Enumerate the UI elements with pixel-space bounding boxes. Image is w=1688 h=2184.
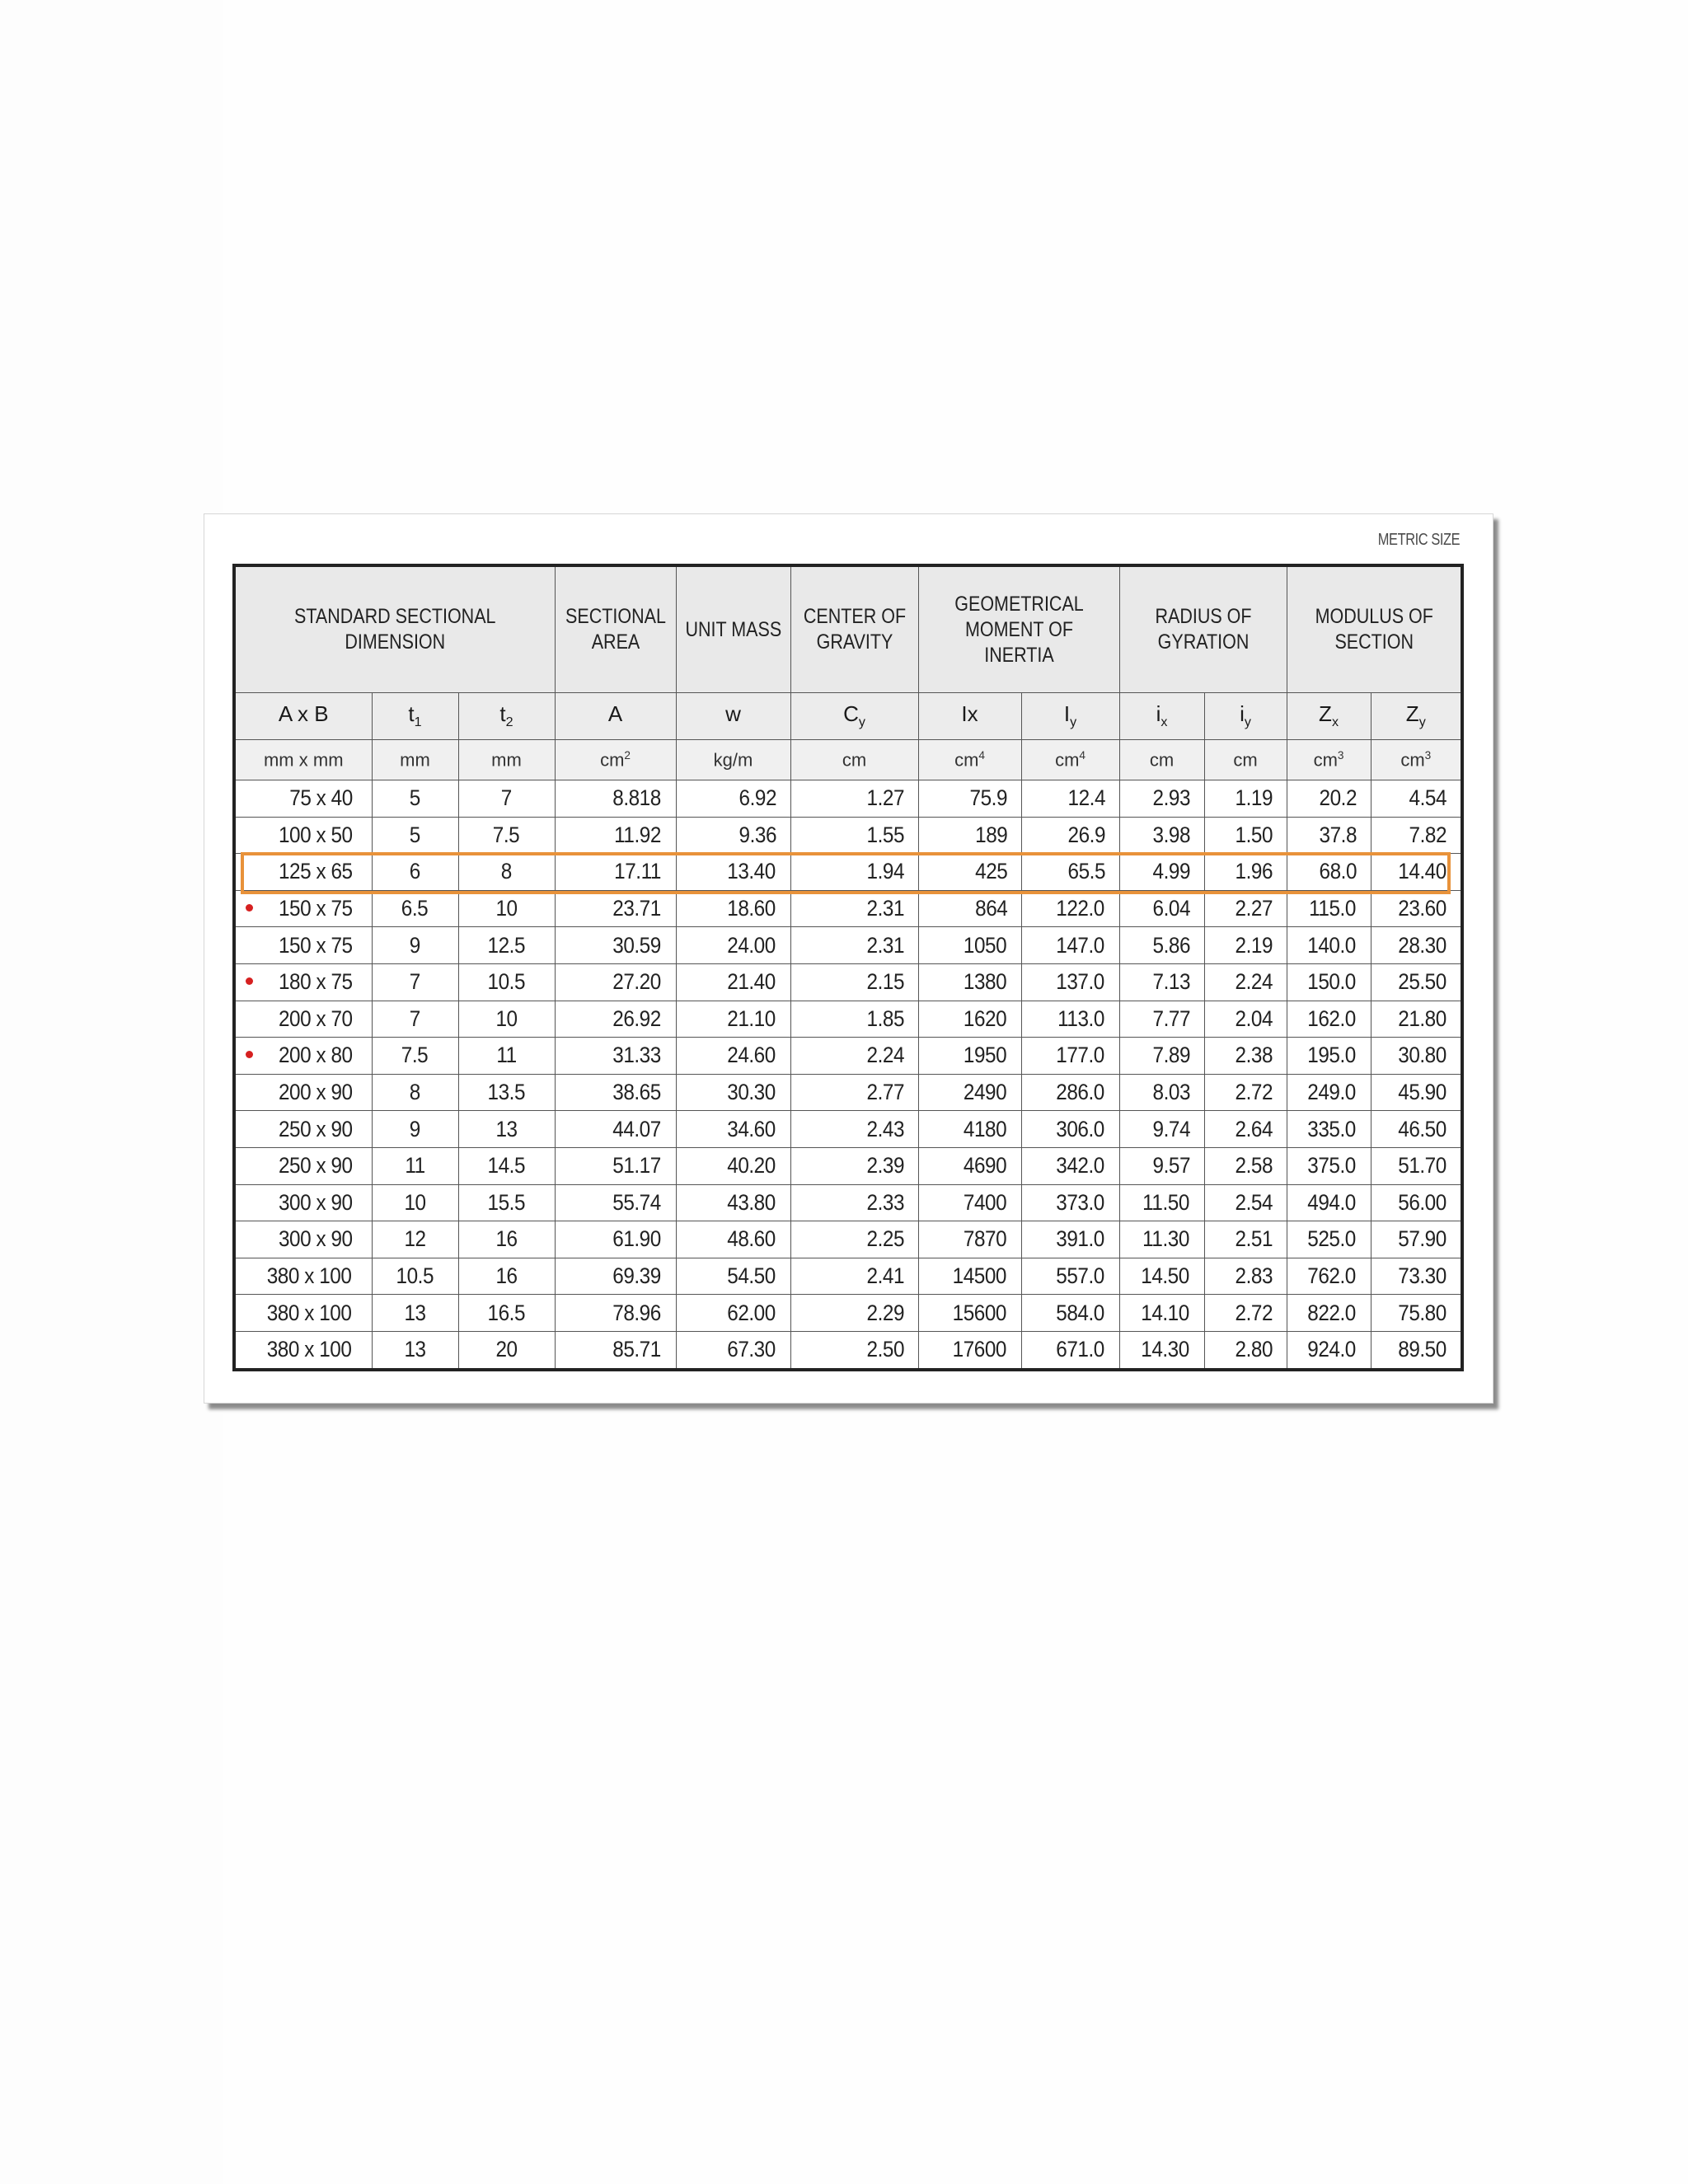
column-unit: cm bbox=[1119, 740, 1204, 780]
table-cell: 16 bbox=[458, 1221, 555, 1258]
table-cell: 10 bbox=[458, 1001, 555, 1038]
table-cell: 2.77 bbox=[790, 1074, 918, 1111]
table-cell: 6.04 bbox=[1119, 890, 1204, 927]
group-header: UNIT MASS bbox=[676, 565, 790, 693]
table-row bbox=[234, 1258, 1462, 1295]
table-cell: 24.60 bbox=[676, 1038, 790, 1075]
table-row bbox=[234, 1001, 1462, 1038]
table-cell: 9.57 bbox=[1119, 1147, 1204, 1184]
table-cell: 8.818 bbox=[555, 780, 676, 818]
table-cell: 51.70 bbox=[1371, 1147, 1462, 1184]
table-body bbox=[234, 780, 1462, 1370]
table-cell: 7.13 bbox=[1119, 963, 1204, 1001]
table-row bbox=[234, 780, 1462, 818]
table-cell: 45.90 bbox=[1371, 1074, 1462, 1111]
table-cell: 864 bbox=[918, 890, 1021, 927]
table-cell: 2.54 bbox=[1204, 1184, 1287, 1221]
table-cell: 150.0 bbox=[1287, 963, 1371, 1001]
table-cell: 2.31 bbox=[790, 927, 918, 964]
channel-spec-table bbox=[232, 564, 1464, 1371]
column-unit: $cm^2$ bbox=[555, 740, 676, 780]
table-cell: 2.38 bbox=[1204, 1038, 1287, 1075]
table-cell: 557.0 bbox=[1021, 1258, 1119, 1295]
table-cell: 140.0 bbox=[1287, 927, 1371, 964]
table-row bbox=[234, 1295, 1462, 1332]
table-cell: 1620 bbox=[918, 1001, 1021, 1038]
table-cell: 1.96 bbox=[1204, 854, 1287, 891]
table-row bbox=[234, 1147, 1462, 1184]
table-cell: 14.5 bbox=[458, 1147, 555, 1184]
table-cell: 7870 bbox=[918, 1221, 1021, 1258]
group-header: MODULUS OF SECTION bbox=[1287, 565, 1462, 693]
table-cell: 494.0 bbox=[1287, 1184, 1371, 1221]
table-cell: 2.27 bbox=[1204, 890, 1287, 927]
table-cell: 342.0 bbox=[1021, 1147, 1119, 1184]
table-cell: 2.43 bbox=[790, 1111, 918, 1148]
table-cell: 37.8 bbox=[1287, 817, 1371, 854]
spec-table-card bbox=[204, 513, 1493, 1404]
table-cell: 30.59 bbox=[555, 927, 676, 964]
table-cell: 2.31 bbox=[790, 890, 918, 927]
table-row bbox=[234, 890, 1462, 927]
table-cell: 14.40 bbox=[1371, 854, 1462, 891]
column-unit: cm bbox=[1204, 740, 1287, 780]
table-cell: 12.4 bbox=[1021, 780, 1119, 818]
table-cell: 2.80 bbox=[1204, 1331, 1287, 1369]
column-symbol: $t_1$ bbox=[372, 693, 458, 740]
table-cell: 1.55 bbox=[790, 817, 918, 854]
table-cell: 5 bbox=[372, 817, 458, 854]
column-symbol: $Z_y$ bbox=[1371, 693, 1462, 740]
table-cell: 75.9 bbox=[918, 780, 1021, 818]
table-cell: 21.40 bbox=[676, 963, 790, 1001]
table-cell: 10 bbox=[372, 1184, 458, 1221]
table-cell: 9.74 bbox=[1119, 1111, 1204, 1148]
table-row bbox=[234, 1331, 1462, 1369]
table-cell: 23.60 bbox=[1371, 890, 1462, 927]
table-cell: 43.80 bbox=[676, 1184, 790, 1221]
column-unit: $cm^3$ bbox=[1287, 740, 1371, 780]
table-cell: 55.74 bbox=[555, 1184, 676, 1221]
table-cell: 286.0 bbox=[1021, 1074, 1119, 1111]
table-cell: 54.50 bbox=[676, 1258, 790, 1295]
table-cell: 13 bbox=[372, 1295, 458, 1332]
table-cell: 16.5 bbox=[458, 1295, 555, 1332]
table-cell: 85.71 bbox=[555, 1331, 676, 1369]
table-cell: 4.54 bbox=[1371, 780, 1462, 818]
table-cell: 249.0 bbox=[1287, 1074, 1371, 1111]
table-cell: 26.9 bbox=[1021, 817, 1119, 854]
table-row bbox=[234, 1221, 1462, 1258]
table-cell: 23.71 bbox=[555, 890, 676, 927]
table-cell: 30.80 bbox=[1371, 1038, 1462, 1075]
table-cell: 6.5 bbox=[372, 890, 458, 927]
table-cell: 425 bbox=[918, 854, 1021, 891]
table-cell: 1950 bbox=[918, 1038, 1021, 1075]
table-cell: 122.0 bbox=[1021, 890, 1119, 927]
column-unit: mm x mm bbox=[234, 740, 372, 780]
table-cell: 2.50 bbox=[790, 1331, 918, 1369]
table-cell: 5 bbox=[372, 780, 458, 818]
table-cell: 2.19 bbox=[1204, 927, 1287, 964]
table-row bbox=[234, 1111, 1462, 1148]
table-cell: 375.0 bbox=[1287, 1147, 1371, 1184]
table-cell: 17600 bbox=[918, 1331, 1021, 1369]
metric-size-label: METRIC SIZE bbox=[1377, 531, 1460, 549]
table-cell: 2.64 bbox=[1204, 1111, 1287, 1148]
table-cell: 67.30 bbox=[676, 1331, 790, 1369]
table-cell: 250 x 90 bbox=[234, 1147, 372, 1184]
table-cell: 1.19 bbox=[1204, 780, 1287, 818]
table-cell: 137.0 bbox=[1021, 963, 1119, 1001]
table-cell: 57.90 bbox=[1371, 1221, 1462, 1258]
table-cell: 125 x 65 bbox=[234, 854, 372, 891]
table-cell: 3.98 bbox=[1119, 817, 1204, 854]
table-cell: 822.0 bbox=[1287, 1295, 1371, 1332]
table-cell: 18.60 bbox=[676, 890, 790, 927]
table-cell: 11.30 bbox=[1119, 1221, 1204, 1258]
table-cell: 30.30 bbox=[676, 1074, 790, 1111]
table-cell: 68.0 bbox=[1287, 854, 1371, 891]
table-cell: 28.30 bbox=[1371, 927, 1462, 964]
table-cell: 17.11 bbox=[555, 854, 676, 891]
table-cell: 78.96 bbox=[555, 1295, 676, 1332]
table-cell: 8.03 bbox=[1119, 1074, 1204, 1111]
column-symbol: $C_y$ bbox=[790, 693, 918, 740]
table-cell: 195.0 bbox=[1287, 1038, 1371, 1075]
table-cell: 1.27 bbox=[790, 780, 918, 818]
table-cell: 14.30 bbox=[1119, 1331, 1204, 1369]
symbol-header-row bbox=[234, 693, 1462, 740]
group-header: GEOMETRICAL MOMENT OF INERTIA bbox=[918, 565, 1119, 693]
table-cell: 4690 bbox=[918, 1147, 1021, 1184]
table-cell: 924.0 bbox=[1287, 1331, 1371, 1369]
table-cell: 2.29 bbox=[790, 1295, 918, 1332]
table-row bbox=[234, 817, 1462, 854]
table-cell: 200 x 80 bbox=[234, 1038, 372, 1075]
table-cell: 11.92 bbox=[555, 817, 676, 854]
table-row bbox=[234, 963, 1462, 1001]
table-cell: 180 x 75 bbox=[234, 963, 372, 1001]
table-cell: 115.0 bbox=[1287, 890, 1371, 927]
column-symbol: Ix bbox=[918, 693, 1021, 740]
table-cell: 7.82 bbox=[1371, 817, 1462, 854]
table-cell: 2.33 bbox=[790, 1184, 918, 1221]
column-symbol: $i_y$ bbox=[1204, 693, 1287, 740]
table-cell: 10 bbox=[458, 890, 555, 927]
table-cell: 9 bbox=[372, 1111, 458, 1148]
table-cell: 15.5 bbox=[458, 1184, 555, 1221]
table-cell: 7.89 bbox=[1119, 1038, 1204, 1075]
table-cell: 13.40 bbox=[676, 854, 790, 891]
table-cell: 2.24 bbox=[1204, 963, 1287, 1001]
table-cell: 24.00 bbox=[676, 927, 790, 964]
column-symbol: A bbox=[555, 693, 676, 740]
table-cell: 7.5 bbox=[372, 1038, 458, 1075]
table-cell: 69.39 bbox=[555, 1258, 676, 1295]
table-cell: 7.77 bbox=[1119, 1001, 1204, 1038]
table-cell: 2.72 bbox=[1204, 1295, 1287, 1332]
table-cell: 16 bbox=[458, 1258, 555, 1295]
table-cell: 1.94 bbox=[790, 854, 918, 891]
table-cell: 48.60 bbox=[676, 1221, 790, 1258]
column-symbol: $i_x$ bbox=[1119, 693, 1204, 740]
table-cell: 380 x 100 bbox=[234, 1258, 372, 1295]
table-cell: 61.90 bbox=[555, 1221, 676, 1258]
table-cell: 162.0 bbox=[1287, 1001, 1371, 1038]
table-cell: 20 bbox=[458, 1331, 555, 1369]
table-row bbox=[234, 1038, 1462, 1075]
table-cell: 584.0 bbox=[1021, 1295, 1119, 1332]
marker-dot-icon bbox=[246, 977, 253, 985]
table-cell: 2.15 bbox=[790, 963, 918, 1001]
table-cell: 75.80 bbox=[1371, 1295, 1462, 1332]
table-cell: 2.51 bbox=[1204, 1221, 1287, 1258]
table-cell: 373.0 bbox=[1021, 1184, 1119, 1221]
table-cell: 113.0 bbox=[1021, 1001, 1119, 1038]
column-unit: cm bbox=[790, 740, 918, 780]
table-cell: 762.0 bbox=[1287, 1258, 1371, 1295]
table-cell: 21.80 bbox=[1371, 1001, 1462, 1038]
group-header-row bbox=[234, 565, 1462, 693]
table-cell: 250 x 90 bbox=[234, 1111, 372, 1148]
table-cell: 31.33 bbox=[555, 1038, 676, 1075]
table-cell: 1.85 bbox=[790, 1001, 918, 1038]
table-cell: 391.0 bbox=[1021, 1221, 1119, 1258]
table-cell: 2.04 bbox=[1204, 1001, 1287, 1038]
table-cell: 14500 bbox=[918, 1258, 1021, 1295]
table-cell: 9 bbox=[372, 927, 458, 964]
table-cell: 2.58 bbox=[1204, 1147, 1287, 1184]
table-cell: 8 bbox=[372, 1074, 458, 1111]
table-cell: 189 bbox=[918, 817, 1021, 854]
table-cell: 8 bbox=[458, 854, 555, 891]
unit-header-row bbox=[234, 740, 1462, 780]
column-symbol: $I_y$ bbox=[1021, 693, 1119, 740]
table-cell: 525.0 bbox=[1287, 1221, 1371, 1258]
table-cell: 147.0 bbox=[1021, 927, 1119, 964]
column-symbol: $t_2$ bbox=[458, 693, 555, 740]
marker-dot-icon bbox=[246, 1051, 253, 1058]
table-cell: 1.50 bbox=[1204, 817, 1287, 854]
table-cell: 34.60 bbox=[676, 1111, 790, 1148]
table-cell: 11.50 bbox=[1119, 1184, 1204, 1221]
table-cell: 2.39 bbox=[790, 1147, 918, 1184]
table-cell: 671.0 bbox=[1021, 1331, 1119, 1369]
table-cell: 7 bbox=[372, 963, 458, 1001]
table-cell: 300 x 90 bbox=[234, 1221, 372, 1258]
column-symbol: A x B bbox=[234, 693, 372, 740]
table-cell: 380 x 100 bbox=[234, 1331, 372, 1369]
marker-dot-icon bbox=[246, 904, 253, 912]
column-unit: mm bbox=[372, 740, 458, 780]
group-header: RADIUS OF GYRATION bbox=[1119, 565, 1287, 693]
table-cell: 7.5 bbox=[458, 817, 555, 854]
table-cell: 14.10 bbox=[1119, 1295, 1204, 1332]
table-cell: 9.36 bbox=[676, 817, 790, 854]
table-cell: 13.5 bbox=[458, 1074, 555, 1111]
table-cell: 306.0 bbox=[1021, 1111, 1119, 1148]
table-cell: 100 x 50 bbox=[234, 817, 372, 854]
table-cell: 56.00 bbox=[1371, 1184, 1462, 1221]
table-cell: 73.30 bbox=[1371, 1258, 1462, 1295]
table-cell: 7 bbox=[458, 780, 555, 818]
table-cell: 150 x 75 bbox=[234, 890, 372, 927]
column-unit: mm bbox=[458, 740, 555, 780]
table-cell: 40.20 bbox=[676, 1147, 790, 1184]
table-cell: 11 bbox=[458, 1038, 555, 1075]
group-header: SECTIONAL AREA bbox=[555, 565, 676, 693]
table-cell: 6 bbox=[372, 854, 458, 891]
column-unit: $cm^4$ bbox=[1021, 740, 1119, 780]
table-cell: 12.5 bbox=[458, 927, 555, 964]
table-cell: 13 bbox=[458, 1111, 555, 1148]
table-cell: 2.83 bbox=[1204, 1258, 1287, 1295]
table-row bbox=[234, 927, 1462, 964]
table-cell: 75 x 40 bbox=[234, 780, 372, 818]
table-cell: 27.20 bbox=[555, 963, 676, 1001]
table-cell: 12 bbox=[372, 1221, 458, 1258]
table-cell: 46.50 bbox=[1371, 1111, 1462, 1148]
table-cell: 89.50 bbox=[1371, 1331, 1462, 1369]
table-cell: 4.99 bbox=[1119, 854, 1204, 891]
table-cell: 15600 bbox=[918, 1295, 1021, 1332]
table-cell: 2.25 bbox=[790, 1221, 918, 1258]
table-cell: 13 bbox=[372, 1331, 458, 1369]
column-unit: $cm^3$ bbox=[1371, 740, 1462, 780]
table-cell: 44.07 bbox=[555, 1111, 676, 1148]
table-cell: 1050 bbox=[918, 927, 1021, 964]
table-cell: 11 bbox=[372, 1147, 458, 1184]
table-cell: 14.50 bbox=[1119, 1258, 1204, 1295]
table-cell: 380 x 100 bbox=[234, 1295, 372, 1332]
table-cell: 335.0 bbox=[1287, 1111, 1371, 1148]
table-cell: 20.2 bbox=[1287, 780, 1371, 818]
table-cell: 2.93 bbox=[1119, 780, 1204, 818]
table-cell: 7400 bbox=[918, 1184, 1021, 1221]
table-cell: 26.92 bbox=[555, 1001, 676, 1038]
table-cell: 21.10 bbox=[676, 1001, 790, 1038]
column-symbol: w bbox=[676, 693, 790, 740]
group-header: CENTER OF GRAVITY bbox=[790, 565, 918, 693]
table-cell: 65.5 bbox=[1021, 854, 1119, 891]
table-cell: 1380 bbox=[918, 963, 1021, 1001]
table-cell: 25.50 bbox=[1371, 963, 1462, 1001]
table-cell: 2.24 bbox=[790, 1038, 918, 1075]
table-cell: 200 x 70 bbox=[234, 1001, 372, 1038]
table-cell: 2.72 bbox=[1204, 1074, 1287, 1111]
table-cell: 38.65 bbox=[555, 1074, 676, 1111]
table-cell: 10.5 bbox=[458, 963, 555, 1001]
column-unit: kg/m bbox=[676, 740, 790, 780]
table-cell: 5.86 bbox=[1119, 927, 1204, 964]
table-cell: 4180 bbox=[918, 1111, 1021, 1148]
table-cell: 62.00 bbox=[676, 1295, 790, 1332]
table-row bbox=[234, 1184, 1462, 1221]
table-cell: 2490 bbox=[918, 1074, 1021, 1111]
table-cell: 7 bbox=[372, 1001, 458, 1038]
table-cell: 200 x 90 bbox=[234, 1074, 372, 1111]
table-cell: 2.41 bbox=[790, 1258, 918, 1295]
column-symbol: $Z_x$ bbox=[1287, 693, 1371, 740]
table-cell: 6.92 bbox=[676, 780, 790, 818]
table-row-highlighted bbox=[234, 854, 1462, 891]
table-row bbox=[234, 1074, 1462, 1111]
table-cell: 150 x 75 bbox=[234, 927, 372, 964]
table-cell: 300 x 90 bbox=[234, 1184, 372, 1221]
table-cell: 10.5 bbox=[372, 1258, 458, 1295]
group-header: STANDARD SECTIONAL DIMENSION bbox=[234, 565, 555, 693]
column-unit: $cm^4$ bbox=[918, 740, 1021, 780]
table-cell: 177.0 bbox=[1021, 1038, 1119, 1075]
table-cell: 51.17 bbox=[555, 1147, 676, 1184]
